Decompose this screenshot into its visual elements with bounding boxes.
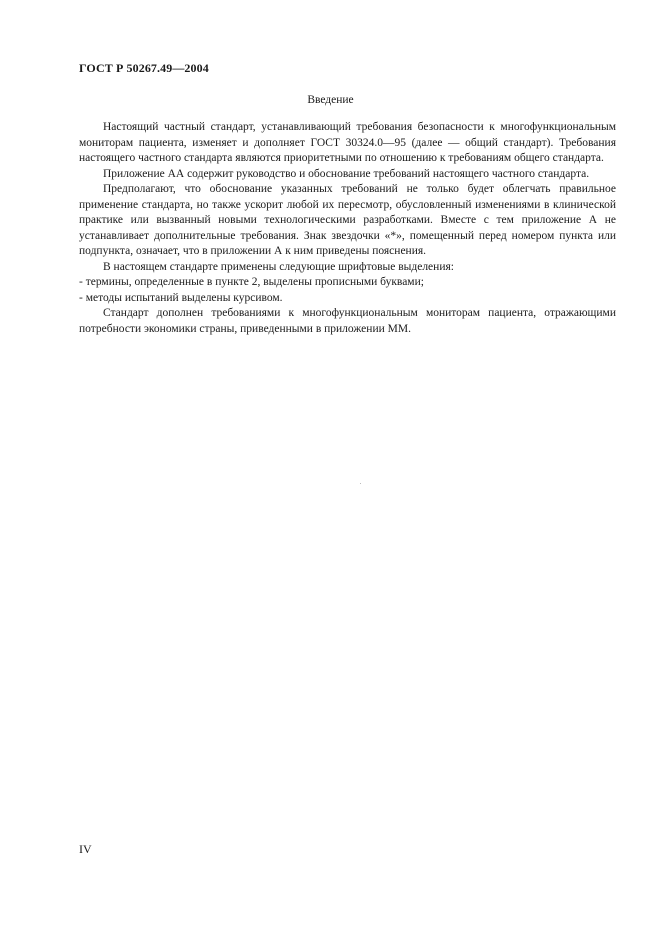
document-code-header: ГОСТ Р 50267.49—2004: [79, 61, 209, 75]
paragraph-annex-aa: Приложение АА содержит руководство и обоснование требований настоящего частного стандарта.: [103, 167, 590, 180]
page-number: IV: [79, 842, 92, 856]
scan-speck: [360, 483, 361, 484]
body-text: [79, 120, 616, 337]
paragraph-rationale: Предполагают, что обоснование указанных требований не только будет облегчать правильное применение стандарта, но также ускорит любой их пересмотр, обусловленный изменениями в клинической практике или вызванный новыми технологическими разработками. Вместе с тем приложение А не устанавливает дополнительные требования. Знак звездочки «*», помещенный перед номером пункта или подпункта, означает, что в приложении А к ним приведены пояснения.: [79, 183, 616, 257]
paragraph-intro: Настоящий частный стандарт, устанавливающий требования безопасности к многофункциональным мониторам пациента, изменяет и дополняет ГОСТ 30324.0—95 (далее — общий стандарт). Требования настоящего частного стандарта являются приоритетными по отношению к требованиям общего стандарта.: [79, 121, 616, 164]
list-item-test-methods: - методы испытаний выделены курсивом.: [79, 291, 283, 304]
paragraph-closing: Стандарт дополнен требованиями к многофункциональным мониторам пациента, отражающими потребности экономики страны, приведенными в приложении ММ.: [79, 307, 616, 335]
section-title: Введение: [307, 94, 354, 106]
list-item-terms: - термины, определенные в пункте 2, выделены прописными буквами;: [79, 276, 424, 288]
paragraph-font-conventions: В настоящем стандарте применены следующие шрифтовые выделения:: [103, 260, 454, 273]
